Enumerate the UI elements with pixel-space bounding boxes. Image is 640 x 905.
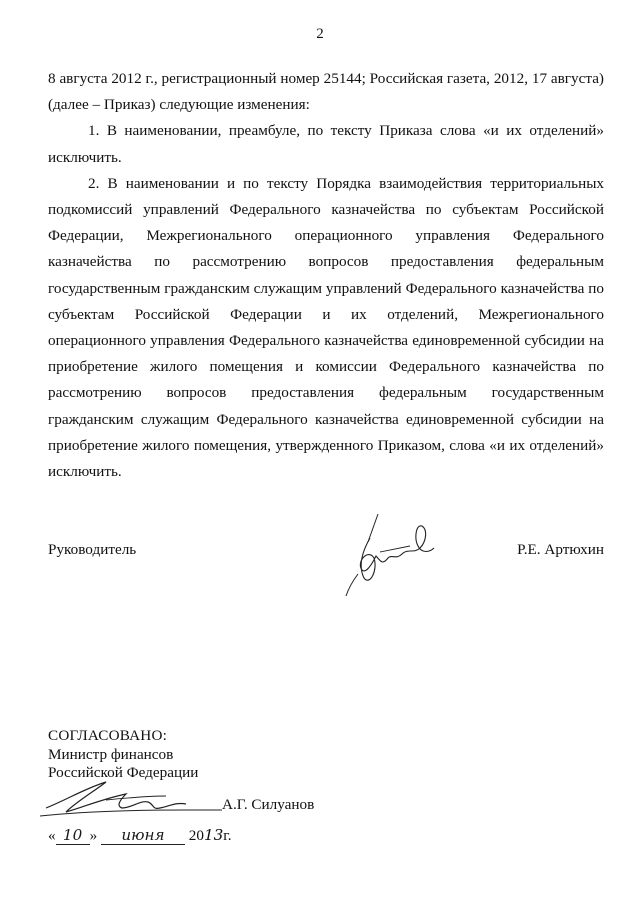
- body-paragraph-3: 2. В наименовании и по тексту Порядка взаимодействия территориальных подкомиссий управлений Федерального казначейства по субъектам Российской Федерации, Межрегионального операционного управления Федерального казначейства по рассмотрению вопросов предоставления федеральным государственным гражданским служащим управлений Федерального казначейства по субъектам Российской Федерации и их отделений, Межрегионального операционного управления Федерального казначейства единовременной субсидии на приобретение жилого помещения и комиссии Федерального казначейства по рассмотрению вопросов предоставления федеральным государственным гражданским служащим Федерального казначейства единовременной субсидии на приобретение жилого помещения, утвержденного Приказом, слова «и их отделений» исключить.: [48, 174, 604, 481]
- approver-position-line-2: Российской Федерации: [48, 764, 199, 781]
- page-number: 2: [316, 26, 324, 42]
- body-paragraph-1: 8 августа 2012 г., регистрационный номер 25144; Российская газета, 2012, 17 августа) (далее – Приказ) следующие изменения:: [48, 70, 604, 114]
- approval-date: [48, 826, 232, 845]
- body-paragraph-2: 1. В наименовании, преамбуле, по тексту Приказа слова «и их отделений» исключить.: [48, 122, 604, 166]
- approver-signature: [36, 772, 226, 822]
- date-close-quote: »: [89, 827, 98, 844]
- date-year-suffix: 13: [203, 826, 224, 844]
- approver-name: А.Г. Силуанов: [222, 796, 315, 813]
- signer-role: Руководитель: [48, 541, 137, 558]
- signer-name: Р.Е. Артюхин: [517, 541, 604, 558]
- head-signature: [318, 508, 438, 598]
- date-open-quote: «: [48, 827, 56, 844]
- approval-heading: СОГЛАСОВАНО:: [48, 727, 168, 744]
- date-day: 10: [56, 826, 90, 845]
- approver-position-line-1: Министр финансов: [48, 745, 174, 763]
- date-year-unit: г.: [223, 827, 232, 844]
- date-month: июня: [101, 826, 185, 845]
- date-year-prefix: 20: [188, 827, 204, 844]
- document-body: [48, 66, 604, 485]
